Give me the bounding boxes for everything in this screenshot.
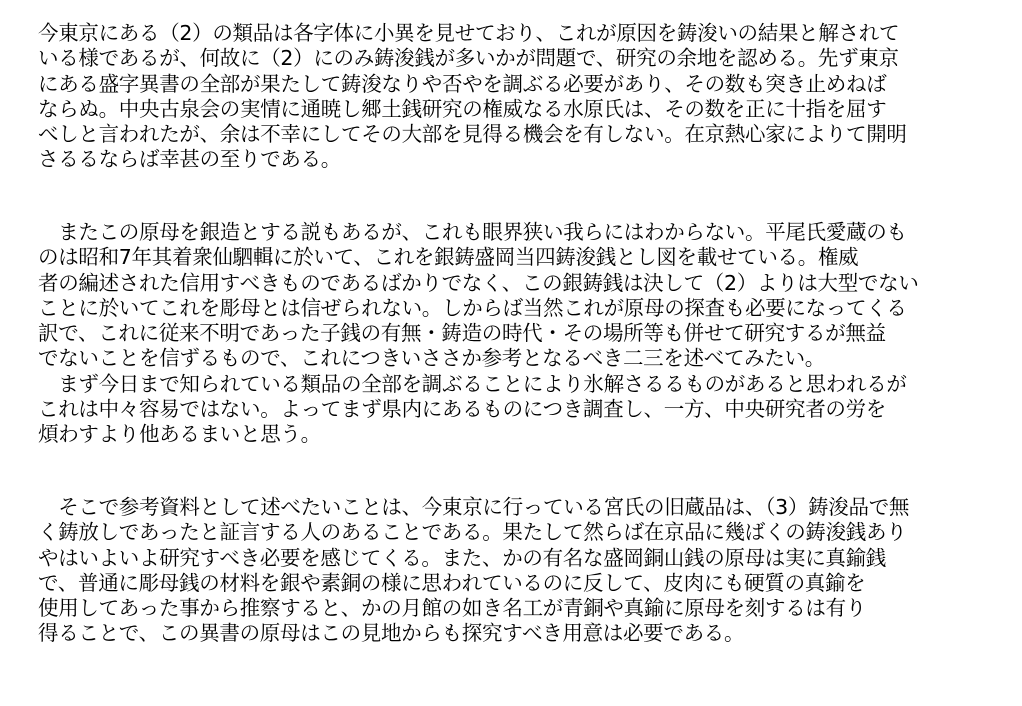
text-line: 使用してあった事から推察すると、かの月館の如き名工が青銅や真鍮に原母を刻するは有り <box>38 596 866 621</box>
text-line: 者の編述された信用すべきものであるばかりでなく、この銀鋳銭は決して（2）よりは大型でない <box>38 270 919 295</box>
text-line: で、普通に彫母銭の材料を銀や素銅の様に思われているのに反して、皮肉にも硬質の真鍮を <box>38 570 866 595</box>
text-line: 今東京にある（2）の類品は各字体に小異を見せており、これが原因を鋳浚いの結果と解されて <box>38 21 900 45</box>
text-line: のは昭和7年其着衆仙駟輯に於いて、これを銀鋳盛岡当四鋳浚銭とし図を載せている。権威 <box>38 245 859 270</box>
text-line: 得ることで、この異書の原母はこの見地からも探究すべき用意は必要である。 <box>38 621 745 646</box>
text-line: さるるならば幸甚の至りである。 <box>38 147 341 172</box>
text-line: ならぬ。中央古泉会の実情に通暁し郷土銭研究の権威なる水原氏は、その数を正に十指を屈す <box>38 96 887 121</box>
text-line: まず今日まで知られている類品の全部を調ぶることにより氷解さるるものがあると思われるが <box>38 371 907 396</box>
text-line: 訳で、これに従来不明であった子銭の有無・鋳造の時代・その場所等も併せて研究するが無益 <box>38 321 886 346</box>
text-line: ことに於いてこれを彫母とは信ぜられない。しからば当然これが原母の探査も必要になってくる <box>38 295 907 320</box>
text-line: でないことを信ずるもので、これにつきいささか参考となるべき二三を述べてみたい。 <box>38 346 825 371</box>
paragraph <box>38 220 998 448</box>
paragraph <box>38 21 998 173</box>
text-line: そこで参考資料として述べたいことは、今東京に行っている宮氏の旧蔵品は、（3）鋳浚品で無 <box>38 495 910 519</box>
text-line: 煩わすより他あるまいと思う。 <box>38 422 321 447</box>
text-line: これは中々容易ではない。よってまず県内にあるものにつき調査し、一方、中央研究者の労を <box>38 397 886 422</box>
text-line: く鋳放しであったと証言する人のあることである。果たして然らば在京品に幾ばくの鋳浚銭あり <box>38 520 907 545</box>
text-line: いる様であるが、何故に（2）にのみ鋳浚銭が多いかが問題で、研究の余地を認める。先ず東京 <box>38 46 899 71</box>
text-line: べしと言われたが、余は不幸にしてその大部を見得る機会を有しない。在京熱心家によりて開明 <box>38 122 907 147</box>
text-line: やはいよいよ研究すべき必要を感じてくる。また、かの有名な盛岡銅山銭の原母は実に真鍮銭 <box>38 545 886 570</box>
paragraph <box>38 495 998 647</box>
text-line: にある盛字異書の全部が果たして鋳浚なりや否やを調ぶる必要があり、その数も突き止めねば <box>38 71 887 96</box>
text-line: またこの原母を銀造とする説もあるが、これも眼界狭い我らにはわからない。平尾氏愛蔵のも <box>38 220 907 244</box>
